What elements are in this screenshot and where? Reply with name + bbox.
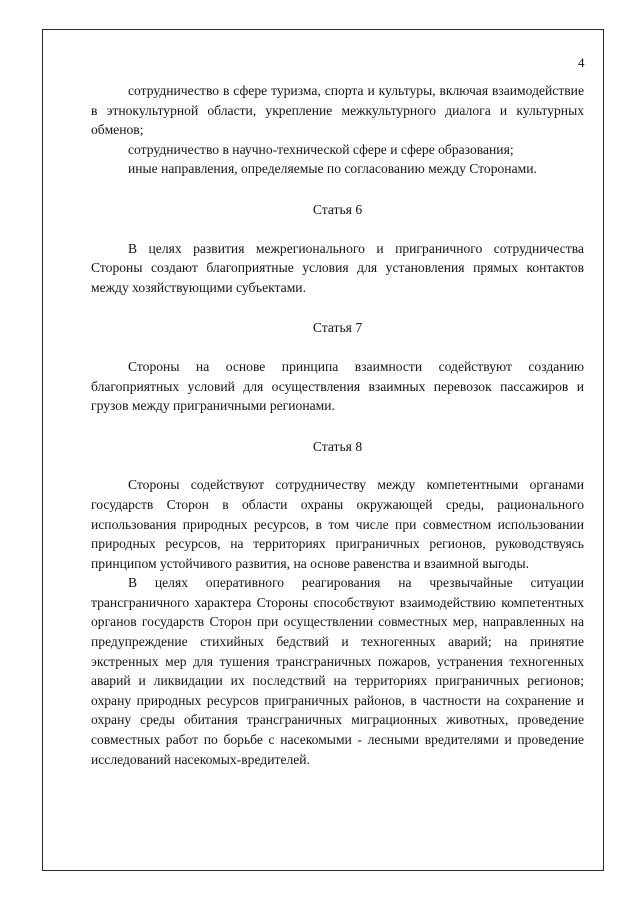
article-6-heading: Статья 6 bbox=[312, 201, 363, 217]
article-8-heading: Статья 8 bbox=[312, 438, 363, 454]
paragraph-other-directions: иные направления, определяемые по согласованию между Сторонами. bbox=[128, 161, 537, 177]
article-7-heading: Статья 7 bbox=[312, 320, 363, 336]
page-number: 4 bbox=[578, 55, 585, 70]
article-7-paragraph: Стороны на основе принципа взаимности содействуют созданию благоприятных условий для осуществления взаимных перевозок пассажиров и грузов между приграничными регионами. bbox=[91, 358, 584, 414]
article-8-paragraph-emergencies: В целях оперативного реагирования на чрезвычайные ситуации трансграничного характера Стороны способствуют взаимодействию компетентных органов государств Сторон при осуществлении совместных мер, направленных на предупреждение стихийных бедствий и техногенных аварий; на принятие экстренных мер для тушения трансграничных пожаров, устранения техногенных аварий и ликвидации их последствий на территориях приграничных регионов; охрану природных ресурсов приграничных районов, в частности на сохранение и охрану среды обитания трансграничных миграционных животных, проведение совместных работ по борьбе с насекомыми - лесными вредителями и проведение исследований насекомых-вредителей. bbox=[91, 575, 584, 767]
article-8-paragraph-environment: Стороны содействуют сотрудничеству между компетентными органами государств Сторон в области охраны окружающей среды, рационального использования природных ресурсов, в том числе при совместном использовании природных ресурсов, на территориях приграничных регионов, руководствуясь принципом устойчивого развития, на основе равенства и взаимной выгоды. bbox=[91, 477, 584, 571]
document-body bbox=[91, 81, 584, 769]
article-6-paragraph: В целях развития межрегионального и приграничного сотрудничества Стороны создают благоприятные условия для установления прямых контактов между хозяйствующими субъектами. bbox=[91, 240, 584, 295]
paragraph-culture-cooperation: сотрудничество в сфере туризма, спорта и культуры, включая взаимодействие в этнокультурной области, укрепление межкультурного диалога и культурных обменов; bbox=[91, 83, 584, 138]
paragraph-science-cooperation: сотрудничество в научно-технической сфере и сфере образования; bbox=[128, 141, 514, 157]
